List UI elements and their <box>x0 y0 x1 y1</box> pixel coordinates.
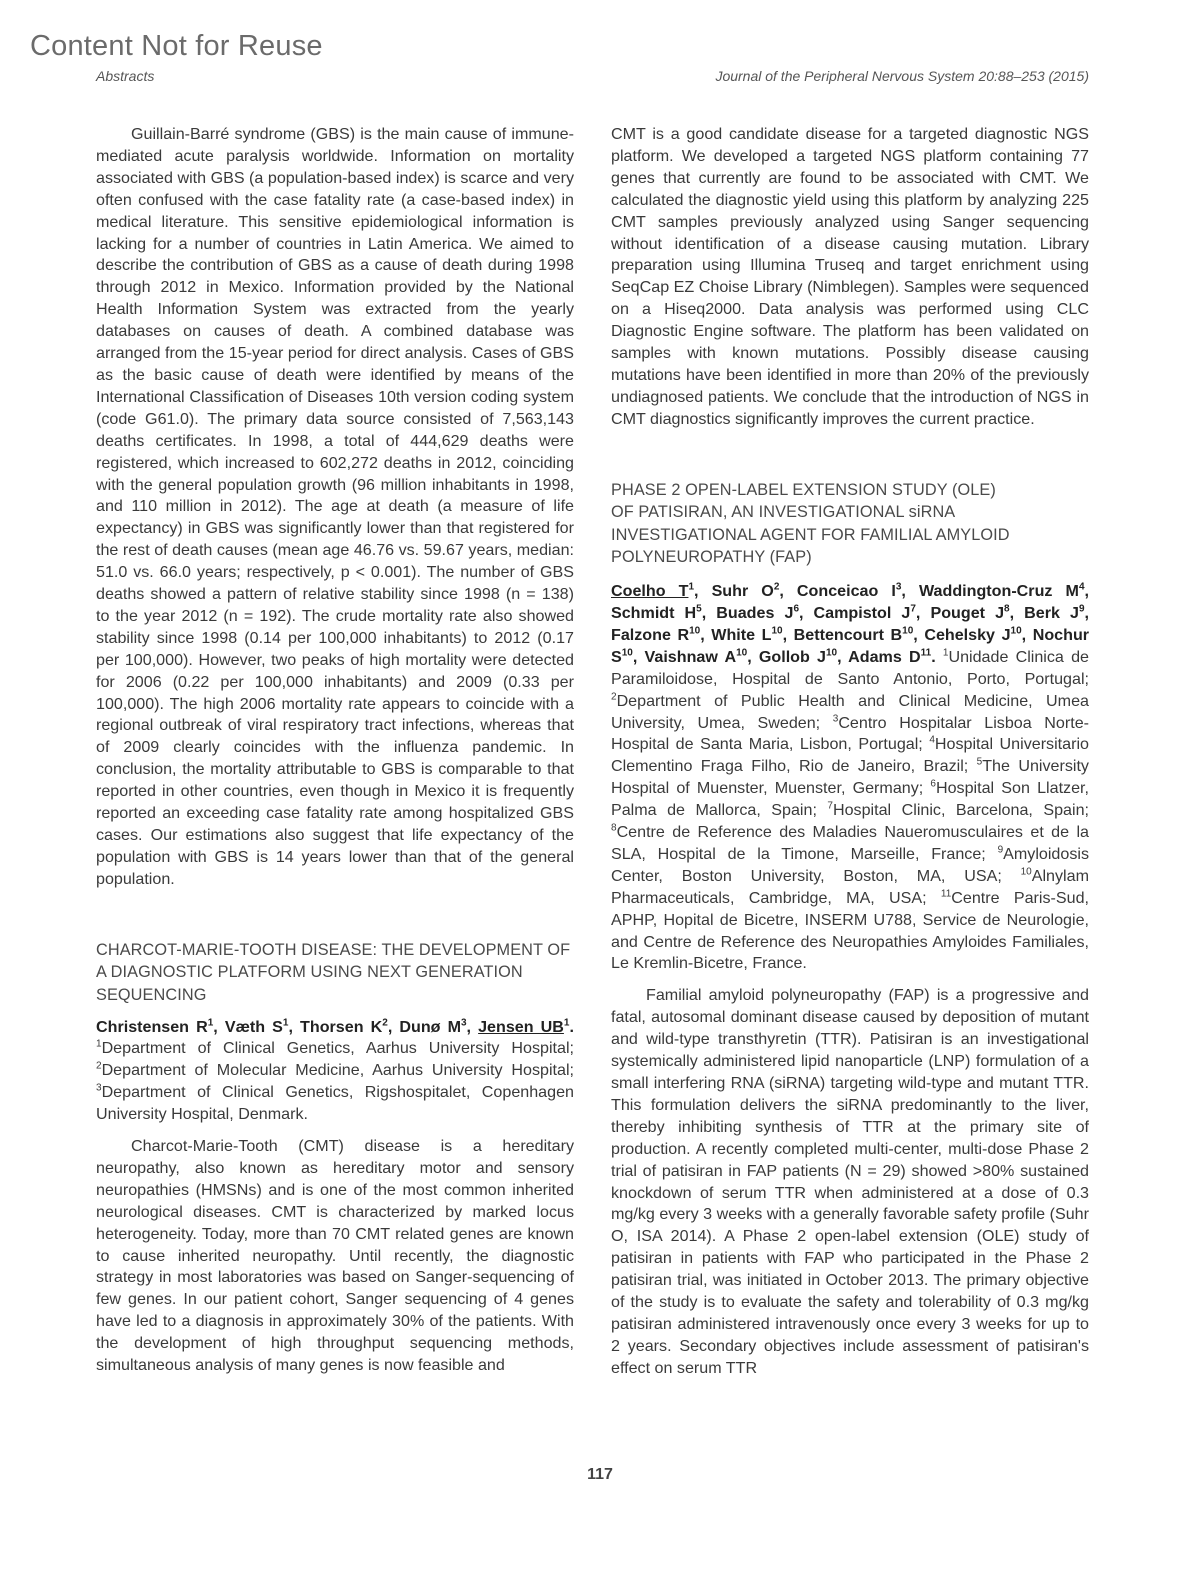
author-separator: , <box>782 625 794 644</box>
affiliation-mark: 2 <box>96 1060 102 1072</box>
affiliation-text: Hospital Son Llatzer, Palma de Mallorca, Spain; <box>611 779 1089 820</box>
author-affiliation-mark: 1 <box>563 1017 570 1029</box>
author-separator: , <box>1021 625 1033 644</box>
author-affiliation-mark: 7 <box>910 603 916 615</box>
author-name: White L <box>711 625 772 644</box>
cmt-authors-affiliations <box>96 1017 574 1127</box>
author-separator: , <box>700 625 712 644</box>
author-name: Jensen UB <box>478 1017 564 1036</box>
author-separator: , <box>1009 603 1025 622</box>
author-name: Cehelsky J <box>924 625 1011 644</box>
affiliation-mark: 6 <box>930 778 936 790</box>
author-separator: , <box>701 603 717 622</box>
affiliation-mark: 1 <box>942 647 949 659</box>
author-separator: , <box>387 1017 400 1036</box>
author-separator: , <box>901 582 919 601</box>
affiliation-mark: 3 <box>832 713 839 725</box>
affiliation-text: Department of Molecular Medicine, Aarhus University Hospital; <box>101 1061 574 1080</box>
author-affiliation-mark: 10 <box>736 647 748 659</box>
running-header-journal: Journal of the Peripheral Nervous System 20:88–253 (2015) <box>715 68 1089 84</box>
author-name: Buades J <box>716 603 794 622</box>
author-name: Gollob J <box>758 647 826 666</box>
affiliation-mark: 8 <box>611 822 617 834</box>
author-name: Berk J <box>1024 603 1079 622</box>
fap-affiliations <box>611 648 1089 973</box>
affiliation-mark: 5 <box>976 756 983 768</box>
fap-title-line-4: POLYNEUROPATHY (FAP) <box>611 548 812 567</box>
author-separator: , <box>779 582 797 601</box>
right-column <box>611 124 1089 1380</box>
author-affiliation-mark: 8 <box>1004 603 1010 615</box>
author-affiliation-mark: 6 <box>793 603 799 615</box>
author-separator: , <box>1084 582 1089 601</box>
affiliation-mark: 11 <box>940 888 952 900</box>
affiliation-text: Amyloidosis Center, Boston University, Boston, MA, USA; <box>611 844 1089 885</box>
author-affiliation-mark: 3 <box>460 1017 467 1029</box>
author-affiliation-mark: 10 <box>902 625 914 637</box>
author-separator: . <box>931 647 936 666</box>
author-name: Christensen R <box>96 1017 208 1036</box>
author-name: Pouget J <box>930 603 1005 622</box>
running-header-section: Abstracts <box>96 68 155 84</box>
fap-title-line-1: PHASE 2 OPEN-LABEL EXTENSION STUDY (OLE) <box>611 480 996 499</box>
author-separator: , <box>694 582 712 601</box>
author-affiliation-mark: 11 <box>920 647 932 659</box>
author-separator: , <box>1084 603 1089 622</box>
author-affiliation-mark: 10 <box>689 625 701 637</box>
author-affiliation-mark: 10 <box>771 625 783 637</box>
cmt-abstract-body-part1: Charcot-Marie-Tooth (CMT) disease is a hereditary neuropathy, also known as hereditary motor and sensory neuropathies (HMSNs) and is one of the most common inherited neurological diseases. CMT is characterized by marked locus heterogeneity. Today, more than 70 CMT related genes are known to cause inherited neuropathy. Until recently, the diagnostic strategy in most laboratories was based on Sanger-sequencing of few genes. In our patient cohort, Sanger sequencing of 4 genes have led to a diagnosis in approximately 30% of the patients. With the development of high throughput sequencing methods, simultaneous analysis of many genes is now feasible and <box>96 1137 574 1375</box>
author-affiliation-mark: 1 <box>688 581 695 593</box>
affiliation-text: Department of Public Health and Clinical Medicine, Umea University, Umea, Sweden; <box>611 691 1089 732</box>
author-affiliation-mark: 4 <box>1078 581 1085 593</box>
affiliation-mark: 10 <box>1020 866 1032 878</box>
author-separator: , <box>632 647 645 666</box>
affiliation-mark: 1 <box>96 1039 102 1051</box>
author-affiliation-mark: 1 <box>282 1017 289 1029</box>
fap-authors-affiliations <box>611 581 1089 975</box>
author-separator: , <box>915 603 931 622</box>
author-name: Væth S <box>224 1017 283 1036</box>
author-affiliation-mark: 10 <box>621 647 633 659</box>
author-affiliation-mark: 5 <box>696 603 702 615</box>
author-name: Adams D <box>848 647 921 666</box>
fap-abstract-title <box>611 479 1089 569</box>
author-name: Falzone R <box>611 625 690 644</box>
author-affiliation-mark: 2 <box>382 1017 388 1029</box>
author-separator: . <box>569 1017 574 1036</box>
author-affiliation-mark: 2 <box>773 581 780 593</box>
author-name: Conceicao I <box>796 582 896 601</box>
fap-title-line-2: OF PATISIRAN, AN INVESTIGATIONAL <box>611 503 909 522</box>
affiliation-text: Alnylam Pharmaceuticals, Cambridge, MA, USA; <box>611 866 1089 907</box>
affiliation-mark: 4 <box>929 735 935 747</box>
affiliation-text: Centro Hospitalar Lisboa Norte-Hospital de Santa Maria, Lisbon, Portugal; <box>611 713 1089 754</box>
cmt-abstract-title: CHARCOT-MARIE-TOOTH DISEASE: THE DEVELOPMENT OF A DIAGNOSTIC PLATFORM USING NEXT GENERATION SEQUENCING <box>96 940 571 1004</box>
cmt-author-list <box>96 1018 574 1036</box>
page-number: 117 <box>587 1466 613 1483</box>
author-separator: , <box>747 647 759 666</box>
affiliation-text: Department of Clinical Genetics, Rigshospitalet, Copenhagen University Hospital, Denmark. <box>96 1083 574 1124</box>
author-separator: , <box>288 1017 301 1036</box>
fap-abstract-body: Familial amyloid polyneuropathy (FAP) is a progressive and fatal, autosomal dominant disease caused by deposition of mutant and wild-type transthyretin (TTR). Patisiran is an investigational systemically administered lipid nanoparticle (LNP) formulation of a small interfering RNA (siRNA) targeting wild-type and mutant TTR. This formulation delivers the siRNA predominantly to the liver, thereby inhibiting synthesis of TTR at the primary site of production. A recently completed multi-center, multi-dose Phase 2 trial of patisiran in FAP patients (N = 29) showed >80% sustained knockdown of serum TTR when administered at a dose of 0.3 mg/kg every 3 weeks with a generally favorable safety profile (Suhr O, ISA 2014). A Phase 2 open-label extension (OLE) study of patisiran in patients with FAP who participated in the Phase 2 patisiran trial, was initiated in October 2013. The primary objective of the study is to evaluate the safety and tolerability of 0.3 mg/kg patisiran administered intravenously once every 3 weeks for up to 2 years. Secondary objectives include assessment of patisiran's effect on serum TTR <box>611 986 1089 1377</box>
affiliation-mark: 2 <box>611 691 617 703</box>
author-name: Coelho T <box>611 582 689 601</box>
watermark: Content Not for Reuse <box>30 30 323 62</box>
author-affiliation-mark: 10 <box>825 647 838 659</box>
author-separator: , <box>799 603 814 622</box>
affiliation-text: Department of Clinical Genetics, Aarhus University Hospital; <box>101 1039 574 1058</box>
affiliation-mark: 9 <box>997 844 1004 856</box>
author-name: Thorsen K <box>300 1017 383 1036</box>
affiliation-text: Centre de Reference des Maladies Naueromusculaires et de la SLA, Hospital de la Timone, Marseille, France; <box>611 823 1089 863</box>
cmt-abstract-body-part2: CMT is a good candidate disease for a targeted diagnostic NGS platform. We developed a targeted NGS platform containing 77 genes that currently are found to be associated with CMT. We calculated the diagnostic yield using this platform by analyzing 225 CMT samples previously analyzed using Sanger sequencing without identification of a disease causing mutation. Library preparation using Illumina Truseq and target enrichment using SeqCap EZ Choise Library (Nimblegen). Samples were sequenced on a Hiseq2000. Data analysis was performed using CLC Diagnostic Engine software. The platform has been validated on samples with known mutations. Possibly disease causing mutations have been identified in more than 20% of the previously undiagnosed patients. We conclude that the introduction of NGS in CMT diagnostics significantly improves the current practice. <box>611 125 1089 428</box>
author-name: Campistol J <box>813 603 911 622</box>
fap-title-line-3: INVESTIGATIONAL AGENT FOR FAMILIAL AMYLOID <box>611 525 1010 544</box>
author-separator: , <box>213 1017 225 1036</box>
affiliation-text: The University Hospital of Muenster, Muenster, Germany; <box>611 757 1089 798</box>
author-affiliation-mark: 10 <box>1010 625 1022 637</box>
author-affiliation-mark: 9 <box>1078 603 1085 615</box>
author-name: Nochur S <box>611 625 1090 666</box>
author-separator: , <box>837 647 849 666</box>
author-name: Dunø M <box>399 1017 461 1036</box>
affiliation-text: Hospital Universitario Clementino Fraga Filho, Rio de Janeiro, Brazil; <box>611 735 1089 776</box>
author-name: Suhr O <box>711 582 774 601</box>
author-separator: , <box>913 625 925 644</box>
author-name: Schmidt H <box>611 603 697 622</box>
affiliation-text: Unidade Clinica de Paramiloidose, Hospital de Santo Antonio, Porto, Portugal; <box>611 647 1089 688</box>
gbs-abstract-body: Guillain-Barré syndrome (GBS) is the main cause of immune-mediated acute paralysis worldwide. Information on mortality associated with GBS (a population-based index) is scarce and very often confused with the case fatality rate (a case-based index) in medical literature. This sensitive epidemiological information is lacking for a number of countries in Latin America. We aimed to describe the contribution of GBS as a cause of death during 1998 through 2012 in Mexico. Information provided by the National Health Information System was extracted from the yearly databases on causes of death. A combined database was arranged from the 15-year period for direct analysis. Cases of GBS as the basic cause of death were identified by means of the International Classification of Diseases 10th version coding system (code G61.0). The primary data source consisted of 7,563,143 deaths certificates. In 1998, a total of 444,629 deaths were registered, which increased to 602,272 deaths in 2012, coinciding with the general population growth (96 million inhabitants in 1998, and 110 million in 2012). The age at death (a measure of life expectancy) in GBS was significantly lower than that registered for the rest of death causes (mean age 46.76 vs. 59.67 years, median: 51.0 vs. 66.0 years; respectively, p < 0.001). The number of GBS deaths showed a pattern of relative stability since 1998 (n = 138) to the year 2012 (n = 192). The crude mortality rate also showed stability since 1998 (0.14 per 100,000 inhabitants) to 2012 (0.17 per 100,000). However, two peaks of high mortality were detected for 2006 (0.22 per 100,000 inhabitants) and 2009 (0.33 per 100,000). The high 2006 mortality rate appears to coincide with a regional outbreak of viral respiratory tract infections, whereas that of 2009 clearly coincides with the influenza pandemic. In conclusion, the mortality attributable to GBS is comparable to that reported in other countries, even though in Mexico it is frequently reported an exceeding case fatality rate among hospitalized GBS cases. Our estimations also suggest that life expectancy of the population with GBS is 14 years lower than that of the general population. <box>96 125 574 888</box>
author-separator: , <box>466 1017 479 1036</box>
left-column <box>96 124 574 1377</box>
author-name: Vaishnaw A <box>644 647 737 666</box>
author-affiliation-mark: 3 <box>895 581 902 593</box>
affiliation-text: Centre Paris-Sud, APHP, Hopital de Bicetre, INSERM U788, Service de Neurologie, and Centre de Reference des Neuropathies Amyloides Familiales, Le Kremlin-Bicetre, France. <box>611 888 1089 973</box>
affiliation-text: Hospital Clinic, Barcelona, Spain; <box>832 801 1089 820</box>
cmt-affiliations <box>96 1039 574 1123</box>
author-affiliation-mark: 1 <box>207 1017 214 1029</box>
author-name: Bettencourt B <box>793 625 903 644</box>
fap-title-sirna: siRNA <box>908 503 956 522</box>
author-name: Waddington-Cruz M <box>918 582 1079 601</box>
affiliation-mark: 3 <box>96 1082 102 1094</box>
affiliation-mark: 7 <box>827 800 833 812</box>
